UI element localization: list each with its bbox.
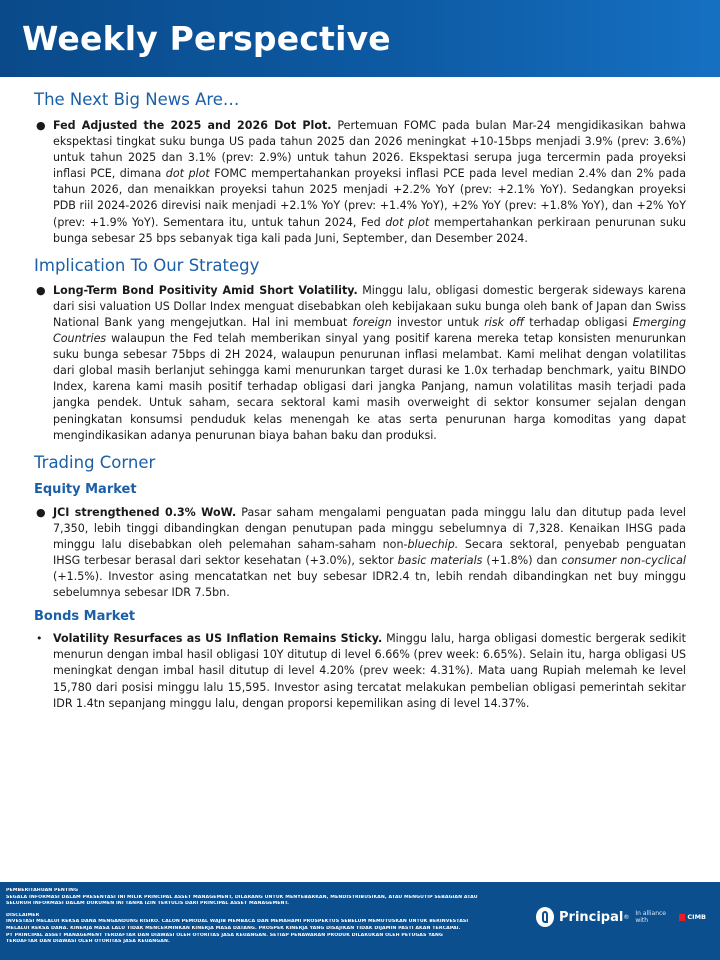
partner-name: CIMB	[687, 913, 706, 921]
disclaimer-text: TERDAFTAR DAN DIAWASI OLEH OTORITAS JASA KEUANGAN.	[6, 939, 170, 945]
list-item-bond-positivity: ● Long-Term Bond Positivity Amid Short Volatility. Minggu lalu, obligasi domestic bergerak sideways karena dari sisi valuation US Dollar Index menguat disebabkan oleh kebijakaan suku bunga oleh bank of Japan dan Swiss National Bank yang mengejutkan. Hal ini membuat foreign investor untuk risk off terhadap obligasi Emerging Countries walaupun the Fed telah memberikan sinyal yang positif karena mereka tetap konsisten menurunkan suku bunga sebesar 75bps di 2H 2024, walaupun penurunan inflasi melambat. Kami melihat dengan volatilitas dari global masih berlanjut sehingga kami menurunkan target durasi ke 1.0x terhadap benchmark, yaitu BINDO Index, karena kami masih positif terhadap obligasi dari jangka Panjang, namun volatilitas masih terjadi pada jangka pendek. Untuk saham, secara sektoral kami masih overweight di sektor konsumer sejalan dengan peningkatan konsumsi penduduk kelas menengah ke atas serta penurunan harga komoditas yang dapat mengindikasikan adanya penurunan biaya bahan baku dan produksi.	[36, 283, 687, 442]
alliance-text: In alliance with	[635, 910, 666, 924]
subsection-title-bonds: Bonds Market	[34, 609, 136, 625]
list-item-dot-plot: ● Fed Adjusted the 2025 and 2026 Dot Plot. Pertemuan FOMC pada bulan Mar-24 mengidikasikan bahwa ekspektasi tingkat suku bunga US pada tahun 2025 dan 2026 meningkat +10-15bps menjadi 3.9% (prev: 3.6%) untuk tahun 2025 dan 3.1% (prev: 2.9%) untuk tahun 2026. Ekspektasi serupa juga tercermin pada proyeksi inflasi PCE, dimana dot plot FOMC mempertahankan proyeksi inflasi PCE pada level median 2.4% dan 2% pada tahun 2026, dan menaikkan proyeksi tahun 2025 menjadi +2.2% YoY (prev: +2.1% YoY). Sedangkan proyeksi PDB riil 2024-2026 direvisi naik menjadi +2.1% YoY (prev: +1.4% YoY), +2% YoY (prev: +1.8% YoY), dan +2% YoY (prev: +1.9% YoY). Sementara itu, untuk tahun 2024, Fed dot plot mempertahankan perkiraan penurunan suku bunga sebesar 25 bps sebanyak tiga kali pada Juni, September, dan Desember 2024.	[36, 119, 686, 245]
principal-logo-icon	[536, 907, 554, 927]
brand-name: Principal	[559, 909, 624, 925]
item-lead: Volatility Resurfaces as US Inflation Remains Sticky.	[53, 632, 383, 646]
notice-title: PEMBERITAHUAN PENTING	[6, 888, 79, 893]
page-title: Weekly Perspective	[22, 19, 391, 58]
bullet-icon: •	[36, 632, 43, 646]
bullet-icon: ●	[36, 283, 46, 297]
notice-text: SEGALA INFORMASI DALAM PRESENTASI INI MILIK PRINCIPAL ASSET MANAGEMENT, DILARANG UNTUK MENYEBARKAN, MENDISTRIBUSIKAN, ATAU MENGUTIP SEBAGIAN ATAU	[6, 894, 478, 900]
item-lead: JCI strengthened 0.3% WoW.	[53, 505, 237, 519]
bullet-icon: ●	[36, 505, 46, 519]
disclaimer-text: PT PRINCIPAL ASSET MANAGEMENT TERDAFTAR DAN DIAWASI OLEH OTORITAS JASA KEUANGAN. SETIAP PENAWARAN PRODUK DILAKUKAN OLEH PETUGAS YANG	[6, 932, 443, 938]
notice-text: SELURUH INFORMASI DALAM DOKUMEN INI TANPA IZIN TERTULIS DARI PRINCIPAL ASSET MANAGEMENT.	[6, 901, 290, 907]
section-title-trading-corner: Trading Corner	[34, 452, 156, 472]
list-item-volatility: • Volatility Resurfaces as US Inflation Remains Sticky. Minggu lalu, harga obligasi domestic bergerak sedikit menurun dengan imbal hasil obligasi 10Y ditutup di level 6.66% (prev week: 6.65%). Selain itu, harga obligasi US meningkat dengan imbal hasil ditutup di level 4.20% (prev week: 4.31%). Mata uang Rupiah melemah ke level 15,780 dari posisi minggu lalu 15,595. Investor asing tercatat melakukan pembelian obligasi pemerintah sekitar IDR 1.4tn sepanjang minggu lalu, dengan proporsi kepemilikan asing di level 14.37%.	[36, 632, 686, 710]
list-item-jci: ● JCI strengthened 0.3% WoW. Pasar saham mengalami penguatan pada minggu lalu dan ditutup pada level 7,350, lebih tinggi dibandingkan dengan penutupan pada minggu sebelumnya di 7,328. Kenaikan IHSG pada minggu lalu disebabkan oleh pelemahan saham-saham non-bluechip. Secara sektoral, penyebab penguatan IHSG terbesar berasal dari sektor kesehatan (+3.0%), sektor basic materials (+1.8%) dan consumer non-cyclical (+1.5%). Investor asing mencatatkan net buy sebesar IDR2.4 tn, lebih rendah dibandingkan net buy minggu sebelumnya sebesar IDR 7.5bn.	[36, 505, 687, 600]
subsection-title-equity: Equity Market	[34, 481, 137, 497]
item-lead: Long-Term Bond Positivity Amid Short Volatility.	[53, 283, 358, 297]
section-title-next-big-news: The Next Big News Are…	[34, 90, 240, 109]
page-header	[0, 0, 720, 77]
disclaimer-text: INVESTASI MELALUI REKSA DANA MENGANDUNG RISIKO. CALON PEMODAL WAJIB MEMBACA DAN MEMAHAMI PROSPEKTUS SEBELUM MEMUTUSKAN UNTUK BERINVESTASI	[6, 919, 469, 925]
bullet-icon: ●	[36, 119, 46, 132]
cimb-logo-icon	[679, 914, 685, 921]
disclaimer-title: DISCLAIMER	[6, 912, 40, 918]
principal-logo: Principal ® In alliance with CIMB	[536, 904, 706, 930]
disclaimer-text: MELALUI REKSA DANA. KINERJA MASA LALU TIDAK MENCERMINKAN KINERJA MASA DATANG. PROSPEK KINERJA YANG DISAJIKAN TIDAK DIJAMIN PASTI AKAN TERCAPAI.	[6, 925, 461, 931]
section-title-implication: Implication To Our Strategy	[34, 255, 260, 275]
item-lead: Fed Adjusted the 2025 and 2026 Dot Plot.	[53, 119, 332, 132]
footer-disclaimer	[6, 888, 511, 946]
main-content	[34, 88, 686, 712]
